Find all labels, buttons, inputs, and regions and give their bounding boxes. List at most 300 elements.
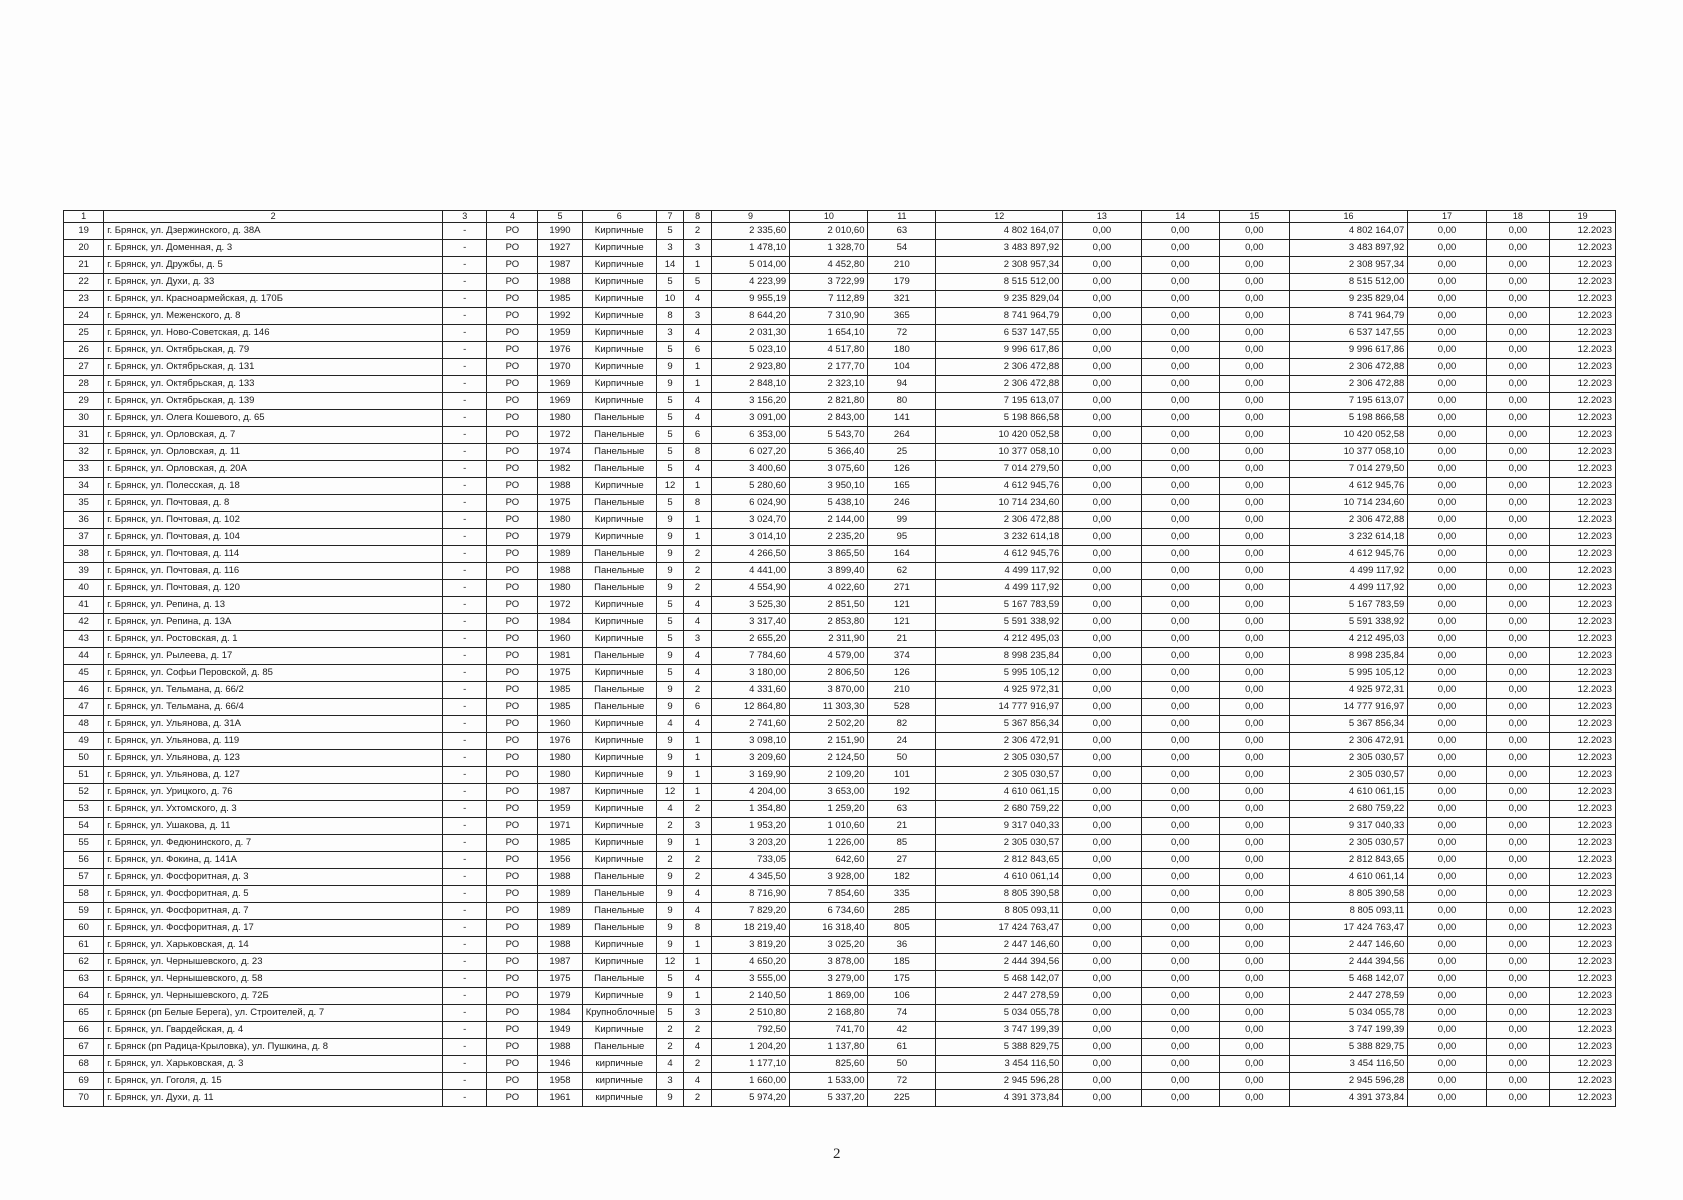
cell-row-number: 69 xyxy=(64,1073,104,1090)
cell-cost-total: 5 034 055,78 xyxy=(936,1005,1063,1022)
cell-col-18: 0,00 xyxy=(1486,546,1550,563)
cell-living-area: 2 235,20 xyxy=(790,529,868,546)
cell-wall-material: Панельные xyxy=(582,495,656,512)
cell-deadline: 12.2023 xyxy=(1550,937,1616,954)
cell-col-15: 0,00 xyxy=(1219,648,1289,665)
cell-year-built: 1946 xyxy=(538,1056,582,1073)
cell-col-4: РО xyxy=(487,529,538,546)
cell-living-area: 4 517,80 xyxy=(790,342,868,359)
cell-floors: 5 xyxy=(656,971,684,988)
cell-col-4: РО xyxy=(487,393,538,410)
cell-address: г. Брянск (рп Белые Берега), ул. Строителей, д. 7 xyxy=(104,1005,443,1022)
cell-col-17: 0,00 xyxy=(1408,325,1486,342)
column-header-19: 19 xyxy=(1550,211,1616,223)
cell-col-13: 0,00 xyxy=(1063,376,1141,393)
cell-address: г. Брянск, ул. Ульянова, д. 31А xyxy=(104,716,443,733)
cell-address: г. Брянск, ул. Репина, д. 13 xyxy=(104,597,443,614)
cell-col-18: 0,00 xyxy=(1486,733,1550,750)
cell-wall-material: Панельные xyxy=(582,546,656,563)
cell-cost-fund: 4 391 373,84 xyxy=(1289,1090,1408,1107)
cell-living-area: 2 851,50 xyxy=(790,597,868,614)
cell-col-4: РО xyxy=(487,410,538,427)
cell-living-area: 1 654,10 xyxy=(790,325,868,342)
cell-floors: 8 xyxy=(656,308,684,325)
cell-wall-material: Кирпичные xyxy=(582,954,656,971)
cell-col-18: 0,00 xyxy=(1486,954,1550,971)
cell-cost-fund: 2 305 030,57 xyxy=(1289,767,1408,784)
cell-address: г. Брянск, ул. Почтовая, д. 116 xyxy=(104,563,443,580)
cell-col-15: 0,00 xyxy=(1219,478,1289,495)
cell-year-built: 1981 xyxy=(538,648,582,665)
cell-row-number: 27 xyxy=(64,359,104,376)
cell-col-18: 0,00 xyxy=(1486,427,1550,444)
cell-floors: 9 xyxy=(656,869,684,886)
cell-col-4: РО xyxy=(487,1090,538,1107)
cell-col-15: 0,00 xyxy=(1219,529,1289,546)
cell-residents: 805 xyxy=(868,920,936,937)
cell-col-13: 0,00 xyxy=(1063,274,1141,291)
cell-entrances: 1 xyxy=(684,988,712,1005)
cell-total-area: 4 554,90 xyxy=(711,580,789,597)
cell-cost-fund: 2 305 030,57 xyxy=(1289,835,1408,852)
cell-cost-total: 2 305 030,57 xyxy=(936,750,1063,767)
table-row xyxy=(64,801,1616,818)
cell-col-15: 0,00 xyxy=(1219,1073,1289,1090)
cell-entrances: 4 xyxy=(684,665,712,682)
cell-living-area: 2 144,00 xyxy=(790,512,868,529)
cell-cost-fund: 7 195 613,07 xyxy=(1289,393,1408,410)
cell-wall-material: Кирпичные xyxy=(582,801,656,818)
cell-year-built: 1979 xyxy=(538,988,582,1005)
table-row xyxy=(64,410,1616,427)
cell-cost-total: 3 232 614,18 xyxy=(936,529,1063,546)
cell-residents: 182 xyxy=(868,869,936,886)
cell-col-17: 0,00 xyxy=(1408,291,1486,308)
cell-year-built: 1980 xyxy=(538,410,582,427)
cell-address: г. Брянск, ул. Орловская, д. 20А xyxy=(104,461,443,478)
cell-col-18: 0,00 xyxy=(1486,614,1550,631)
cell-row-number: 35 xyxy=(64,495,104,512)
column-number-header xyxy=(64,211,1616,223)
cell-floors: 12 xyxy=(656,478,684,495)
cell-cost-total: 8 998 235,84 xyxy=(936,648,1063,665)
cell-total-area: 6 353,00 xyxy=(711,427,789,444)
cell-living-area: 3 870,00 xyxy=(790,682,868,699)
cell-col-14: 0,00 xyxy=(1141,274,1219,291)
cell-deadline: 12.2023 xyxy=(1550,835,1616,852)
cell-deadline: 12.2023 xyxy=(1550,410,1616,427)
cell-living-area: 3 928,00 xyxy=(790,869,868,886)
cell-col-4: РО xyxy=(487,359,538,376)
cell-cost-fund: 5 591 338,92 xyxy=(1289,614,1408,631)
cell-col-15: 0,00 xyxy=(1219,444,1289,461)
cell-total-area: 3 555,00 xyxy=(711,971,789,988)
cell-residents: 50 xyxy=(868,1056,936,1073)
table-row xyxy=(64,563,1616,580)
column-header-9: 9 xyxy=(711,211,789,223)
table-row xyxy=(64,648,1616,665)
cell-total-area: 1 204,20 xyxy=(711,1039,789,1056)
cell-col-17: 0,00 xyxy=(1408,274,1486,291)
cell-row-number: 39 xyxy=(64,563,104,580)
cell-col-4: РО xyxy=(487,223,538,240)
cell-col-13: 0,00 xyxy=(1063,257,1141,274)
cell-col-15: 0,00 xyxy=(1219,1005,1289,1022)
cell-year-built: 1988 xyxy=(538,869,582,886)
cell-col-15: 0,00 xyxy=(1219,835,1289,852)
cell-col-17: 0,00 xyxy=(1408,546,1486,563)
column-header-3: 3 xyxy=(442,211,486,223)
cell-deadline: 12.2023 xyxy=(1550,427,1616,444)
cell-col-15: 0,00 xyxy=(1219,1039,1289,1056)
cell-address: г. Брянск, ул. Тельмана, д. 66/2 xyxy=(104,682,443,699)
cell-col-14: 0,00 xyxy=(1141,682,1219,699)
cell-total-area: 4 204,00 xyxy=(711,784,789,801)
cell-col-13: 0,00 xyxy=(1063,563,1141,580)
cell-total-area: 6 024,90 xyxy=(711,495,789,512)
cell-deadline: 12.2023 xyxy=(1550,733,1616,750)
cell-col-17: 0,00 xyxy=(1408,495,1486,512)
cell-residents: 365 xyxy=(868,308,936,325)
cell-address: г. Брянск, ул. Ростовская, д. 1 xyxy=(104,631,443,648)
cell-living-area: 2 853,80 xyxy=(790,614,868,631)
cell-col-13: 0,00 xyxy=(1063,546,1141,563)
cell-col-15: 0,00 xyxy=(1219,495,1289,512)
cell-entrances: 8 xyxy=(684,444,712,461)
cell-col-18: 0,00 xyxy=(1486,342,1550,359)
cell-entrances: 1 xyxy=(684,954,712,971)
cell-col-13: 0,00 xyxy=(1063,733,1141,750)
table-row xyxy=(64,1005,1616,1022)
cell-deadline: 12.2023 xyxy=(1550,597,1616,614)
cell-floors: 2 xyxy=(656,1022,684,1039)
cell-row-number: 33 xyxy=(64,461,104,478)
cell-deadline: 12.2023 xyxy=(1550,478,1616,495)
cell-deadline: 12.2023 xyxy=(1550,223,1616,240)
cell-address: г. Брянск, ул. Репина, д. 13А xyxy=(104,614,443,631)
cell-col-17: 0,00 xyxy=(1408,767,1486,784)
table-row xyxy=(64,291,1616,308)
cell-living-area: 2 843,00 xyxy=(790,410,868,427)
cell-cost-total: 3 747 199,39 xyxy=(936,1022,1063,1039)
cell-col-17: 0,00 xyxy=(1408,971,1486,988)
cell-col-18: 0,00 xyxy=(1486,852,1550,869)
cell-col-17: 0,00 xyxy=(1408,631,1486,648)
column-header-15: 15 xyxy=(1219,211,1289,223)
cell-col-3: - xyxy=(442,529,486,546)
cell-cost-total: 4 212 495,03 xyxy=(936,631,1063,648)
cell-col-13: 0,00 xyxy=(1063,920,1141,937)
cell-cost-total: 5 367 856,34 xyxy=(936,716,1063,733)
cell-col-18: 0,00 xyxy=(1486,665,1550,682)
cell-residents: 210 xyxy=(868,257,936,274)
cell-floors: 5 xyxy=(656,614,684,631)
cell-col-15: 0,00 xyxy=(1219,920,1289,937)
cell-entrances: 2 xyxy=(684,801,712,818)
cell-wall-material: Кирпичные xyxy=(582,818,656,835)
cell-col-4: РО xyxy=(487,801,538,818)
cell-col-18: 0,00 xyxy=(1486,257,1550,274)
cell-cost-total: 5 468 142,07 xyxy=(936,971,1063,988)
cell-residents: 72 xyxy=(868,325,936,342)
cell-entrances: 1 xyxy=(684,376,712,393)
cell-col-14: 0,00 xyxy=(1141,257,1219,274)
cell-cost-fund: 8 741 964,79 xyxy=(1289,308,1408,325)
cell-col-13: 0,00 xyxy=(1063,359,1141,376)
column-header-11: 11 xyxy=(868,211,936,223)
cell-living-area: 2 168,80 xyxy=(790,1005,868,1022)
cell-address: г. Брянск, ул. Фосфоритная, д. 5 xyxy=(104,886,443,903)
cell-entrances: 6 xyxy=(684,699,712,716)
cell-col-3: - xyxy=(442,750,486,767)
table-row xyxy=(64,835,1616,852)
cell-year-built: 1960 xyxy=(538,631,582,648)
cell-floors: 9 xyxy=(656,563,684,580)
cell-floors: 5 xyxy=(656,410,684,427)
cell-residents: 62 xyxy=(868,563,936,580)
cell-col-4: РО xyxy=(487,580,538,597)
cell-living-area: 3 025,20 xyxy=(790,937,868,954)
table-row xyxy=(64,1039,1616,1056)
cell-col-15: 0,00 xyxy=(1219,614,1289,631)
cell-address: г. Брянск, ул. Полесская, д. 18 xyxy=(104,478,443,495)
cell-row-number: 54 xyxy=(64,818,104,835)
cell-col-14: 0,00 xyxy=(1141,512,1219,529)
cell-cost-fund: 10 420 052,58 xyxy=(1289,427,1408,444)
cell-col-3: - xyxy=(442,1073,486,1090)
table-row xyxy=(64,1073,1616,1090)
cell-col-13: 0,00 xyxy=(1063,835,1141,852)
cell-year-built: 1985 xyxy=(538,835,582,852)
cell-col-18: 0,00 xyxy=(1486,648,1550,665)
cell-cost-fund: 4 612 945,76 xyxy=(1289,478,1408,495)
cell-col-3: - xyxy=(442,427,486,444)
cell-address: г. Брянск, ул. Харьковская, д. 14 xyxy=(104,937,443,954)
cell-residents: 528 xyxy=(868,699,936,716)
cell-col-13: 0,00 xyxy=(1063,291,1141,308)
cell-total-area: 1 177,10 xyxy=(711,1056,789,1073)
cell-cost-fund: 7 014 279,50 xyxy=(1289,461,1408,478)
cell-col-17: 0,00 xyxy=(1408,750,1486,767)
cell-address: г. Брянск, ул. Дзержинского, д. 38А xyxy=(104,223,443,240)
cell-col-17: 0,00 xyxy=(1408,1022,1486,1039)
cell-address: г. Брянск, ул. Чернышевского, д. 58 xyxy=(104,971,443,988)
cell-total-area: 2 741,60 xyxy=(711,716,789,733)
cell-col-3: - xyxy=(442,291,486,308)
cell-deadline: 12.2023 xyxy=(1550,631,1616,648)
cell-col-15: 0,00 xyxy=(1219,801,1289,818)
cell-residents: 36 xyxy=(868,937,936,954)
cell-entrances: 4 xyxy=(684,716,712,733)
cell-col-4: РО xyxy=(487,733,538,750)
cell-year-built: 1975 xyxy=(538,665,582,682)
cell-address: г. Брянск, ул. Фокина, д. 141А xyxy=(104,852,443,869)
cell-address: г. Брянск, ул. Меженского, д. 8 xyxy=(104,308,443,325)
cell-col-15: 0,00 xyxy=(1219,512,1289,529)
cell-floors: 4 xyxy=(656,716,684,733)
cell-entrances: 3 xyxy=(684,1005,712,1022)
cell-entrances: 4 xyxy=(684,461,712,478)
cell-cost-fund: 2 444 394,56 xyxy=(1289,954,1408,971)
cell-deadline: 12.2023 xyxy=(1550,1073,1616,1090)
cell-total-area: 5 974,20 xyxy=(711,1090,789,1107)
cell-col-14: 0,00 xyxy=(1141,784,1219,801)
column-header-16: 16 xyxy=(1289,211,1408,223)
cell-address: г. Брянск, ул. Фосфоритная, д. 17 xyxy=(104,920,443,937)
cell-floors: 9 xyxy=(656,682,684,699)
cell-col-15: 0,00 xyxy=(1219,427,1289,444)
cell-cost-fund: 3 232 614,18 xyxy=(1289,529,1408,546)
cell-entrances: 3 xyxy=(684,240,712,257)
cell-living-area: 642,60 xyxy=(790,852,868,869)
cell-residents: 126 xyxy=(868,665,936,682)
cell-col-17: 0,00 xyxy=(1408,444,1486,461)
cell-col-18: 0,00 xyxy=(1486,869,1550,886)
column-header-6: 6 xyxy=(582,211,656,223)
cell-col-4: РО xyxy=(487,852,538,869)
cell-deadline: 12.2023 xyxy=(1550,886,1616,903)
cell-row-number: 53 xyxy=(64,801,104,818)
cell-col-3: - xyxy=(442,597,486,614)
cell-col-4: РО xyxy=(487,1039,538,1056)
cell-cost-total: 4 610 061,14 xyxy=(936,869,1063,886)
cell-floors: 9 xyxy=(656,750,684,767)
cell-col-13: 0,00 xyxy=(1063,818,1141,835)
cell-total-area: 5 280,60 xyxy=(711,478,789,495)
cell-cost-fund: 9 317 040,33 xyxy=(1289,818,1408,835)
cell-floors: 3 xyxy=(656,240,684,257)
cell-col-13: 0,00 xyxy=(1063,954,1141,971)
cell-col-15: 0,00 xyxy=(1219,1056,1289,1073)
cell-col-3: - xyxy=(442,410,486,427)
table-row xyxy=(64,682,1616,699)
cell-deadline: 12.2023 xyxy=(1550,546,1616,563)
cell-col-4: РО xyxy=(487,665,538,682)
cell-col-4: РО xyxy=(487,495,538,512)
cell-col-3: - xyxy=(442,767,486,784)
cell-col-4: РО xyxy=(487,376,538,393)
cell-total-area: 8 716,90 xyxy=(711,886,789,903)
cell-deadline: 12.2023 xyxy=(1550,1022,1616,1039)
cell-col-14: 0,00 xyxy=(1141,478,1219,495)
cell-year-built: 1985 xyxy=(538,291,582,308)
cell-col-15: 0,00 xyxy=(1219,274,1289,291)
cell-col-3: - xyxy=(442,342,486,359)
cell-cost-fund: 4 612 945,76 xyxy=(1289,546,1408,563)
cell-year-built: 1976 xyxy=(538,342,582,359)
cell-row-number: 68 xyxy=(64,1056,104,1073)
cell-col-3: - xyxy=(442,903,486,920)
cell-residents: 285 xyxy=(868,903,936,920)
cell-year-built: 1980 xyxy=(538,767,582,784)
cell-entrances: 3 xyxy=(684,631,712,648)
cell-col-14: 0,00 xyxy=(1141,971,1219,988)
cell-deadline: 12.2023 xyxy=(1550,342,1616,359)
cell-wall-material: Панельные xyxy=(582,444,656,461)
cell-residents: 24 xyxy=(868,733,936,750)
table-row xyxy=(64,308,1616,325)
cell-cost-fund: 3 747 199,39 xyxy=(1289,1022,1408,1039)
cell-col-17: 0,00 xyxy=(1408,342,1486,359)
cell-living-area: 6 734,60 xyxy=(790,903,868,920)
cell-col-4: РО xyxy=(487,427,538,444)
cell-col-15: 0,00 xyxy=(1219,665,1289,682)
column-header-17: 17 xyxy=(1408,211,1486,223)
cell-deadline: 12.2023 xyxy=(1550,563,1616,580)
cell-residents: 27 xyxy=(868,852,936,869)
cell-wall-material: Панельные xyxy=(582,427,656,444)
cell-col-15: 0,00 xyxy=(1219,716,1289,733)
cell-col-17: 0,00 xyxy=(1408,869,1486,886)
cell-col-18: 0,00 xyxy=(1486,393,1550,410)
cell-floors: 5 xyxy=(656,393,684,410)
cell-col-17: 0,00 xyxy=(1408,512,1486,529)
cell-entrances: 1 xyxy=(684,750,712,767)
cell-living-area: 3 722,99 xyxy=(790,274,868,291)
cell-address: г. Брянск, ул. Духи, д. 33 xyxy=(104,274,443,291)
cell-cost-fund: 14 777 916,97 xyxy=(1289,699,1408,716)
cell-col-14: 0,00 xyxy=(1141,1056,1219,1073)
cell-col-3: - xyxy=(442,937,486,954)
table-row xyxy=(64,869,1616,886)
table-row xyxy=(64,852,1616,869)
cell-col-13: 0,00 xyxy=(1063,478,1141,495)
cell-residents: 42 xyxy=(868,1022,936,1039)
cell-col-15: 0,00 xyxy=(1219,257,1289,274)
cell-residents: 54 xyxy=(868,240,936,257)
cell-deadline: 12.2023 xyxy=(1550,580,1616,597)
cell-year-built: 1985 xyxy=(538,682,582,699)
cell-col-17: 0,00 xyxy=(1408,716,1486,733)
cell-entrances: 3 xyxy=(684,818,712,835)
cell-col-14: 0,00 xyxy=(1141,801,1219,818)
cell-total-area: 3 203,20 xyxy=(711,835,789,852)
cell-col-3: - xyxy=(442,682,486,699)
cell-col-3: - xyxy=(442,665,486,682)
cell-deadline: 12.2023 xyxy=(1550,529,1616,546)
cell-col-3: - xyxy=(442,869,486,886)
cell-col-13: 0,00 xyxy=(1063,886,1141,903)
table-row xyxy=(64,631,1616,648)
cell-floors: 9 xyxy=(656,512,684,529)
cell-col-17: 0,00 xyxy=(1408,257,1486,274)
cell-col-4: РО xyxy=(487,937,538,954)
cell-col-17: 0,00 xyxy=(1408,614,1486,631)
cell-wall-material: Кирпичные xyxy=(582,716,656,733)
cell-col-17: 0,00 xyxy=(1408,376,1486,393)
cell-total-area: 3 091,00 xyxy=(711,410,789,427)
cell-deadline: 12.2023 xyxy=(1550,852,1616,869)
cell-col-15: 0,00 xyxy=(1219,597,1289,614)
cell-residents: 94 xyxy=(868,376,936,393)
cell-floors: 5 xyxy=(656,427,684,444)
cell-col-18: 0,00 xyxy=(1486,580,1550,597)
cell-col-4: РО xyxy=(487,614,538,631)
cell-wall-material: Панельные xyxy=(582,869,656,886)
cell-wall-material: Панельные xyxy=(582,920,656,937)
cell-col-17: 0,00 xyxy=(1408,733,1486,750)
cell-living-area: 3 899,40 xyxy=(790,563,868,580)
cell-wall-material: кирпичные xyxy=(582,1073,656,1090)
cell-wall-material: Кирпичные xyxy=(582,257,656,274)
cell-cost-total: 17 424 763,47 xyxy=(936,920,1063,937)
cell-col-4: РО xyxy=(487,1073,538,1090)
housing-register-table xyxy=(63,210,1616,1107)
cell-col-18: 0,00 xyxy=(1486,529,1550,546)
cell-floors: 9 xyxy=(656,529,684,546)
cell-address: г. Брянск, ул. Гвардейская, д. 4 xyxy=(104,1022,443,1039)
cell-total-area: 4 650,20 xyxy=(711,954,789,971)
